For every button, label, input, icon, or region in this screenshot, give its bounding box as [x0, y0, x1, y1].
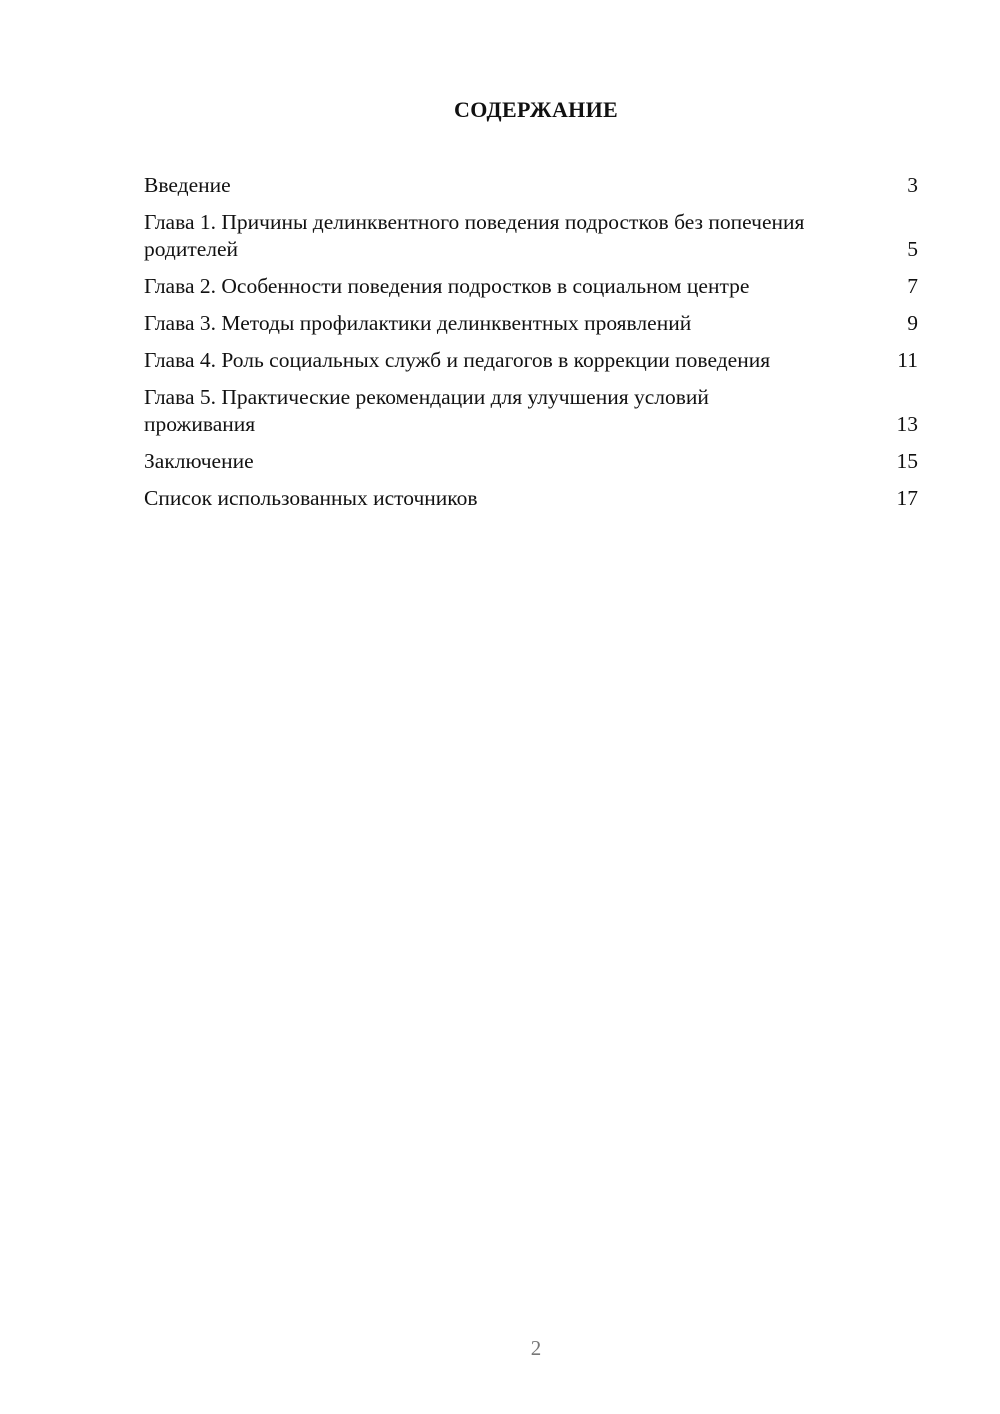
toc-entry-page: 11	[897, 348, 918, 372]
toc-entry-chapter-5	[144, 384, 918, 438]
page-number: 2	[530, 1336, 542, 1360]
toc-entry-page: 7	[907, 274, 918, 298]
toc-entry-references	[144, 485, 918, 512]
table-of-contents	[144, 172, 918, 522]
toc-entry-chapter-1	[144, 209, 918, 263]
toc-entry-label: Глава 2. Особенности поведения подростков в социальном центре	[144, 274, 750, 298]
toc-entry-chapter-4	[144, 347, 918, 374]
toc-entry-page: 17	[896, 486, 918, 510]
toc-entry-page: 5	[907, 237, 918, 261]
toc-entry-conclusion	[144, 448, 918, 475]
toc-entry-label: Глава 4. Роль социальных служб и педагогов в коррекции поведения	[144, 348, 771, 372]
toc-title: СОДЕРЖАНИЕ	[454, 97, 618, 122]
toc-entry-page: 15	[896, 449, 918, 473]
toc-entry-label: Глава 3. Методы профилактики делинквентных проявлений	[144, 311, 692, 335]
toc-entry-page: 3	[907, 173, 918, 197]
toc-entry-label: Глава 5. Практические рекомендации для улучшения условий проживания	[144, 385, 709, 436]
toc-entry-label: Глава 1. Причины делинквентного поведения подростков без попечения родителей	[144, 210, 805, 261]
toc-entry-label: Заключение	[144, 449, 254, 473]
toc-entry-label: Список использованных источников	[144, 486, 478, 510]
toc-entry-page: 13	[896, 412, 918, 436]
toc-entry-chapter-2	[144, 273, 918, 300]
toc-entry-introduction	[144, 172, 918, 199]
toc-entry-page: 9	[907, 311, 918, 335]
toc-entry-label: Введение	[144, 173, 231, 197]
toc-entry-chapter-3	[144, 310, 918, 337]
